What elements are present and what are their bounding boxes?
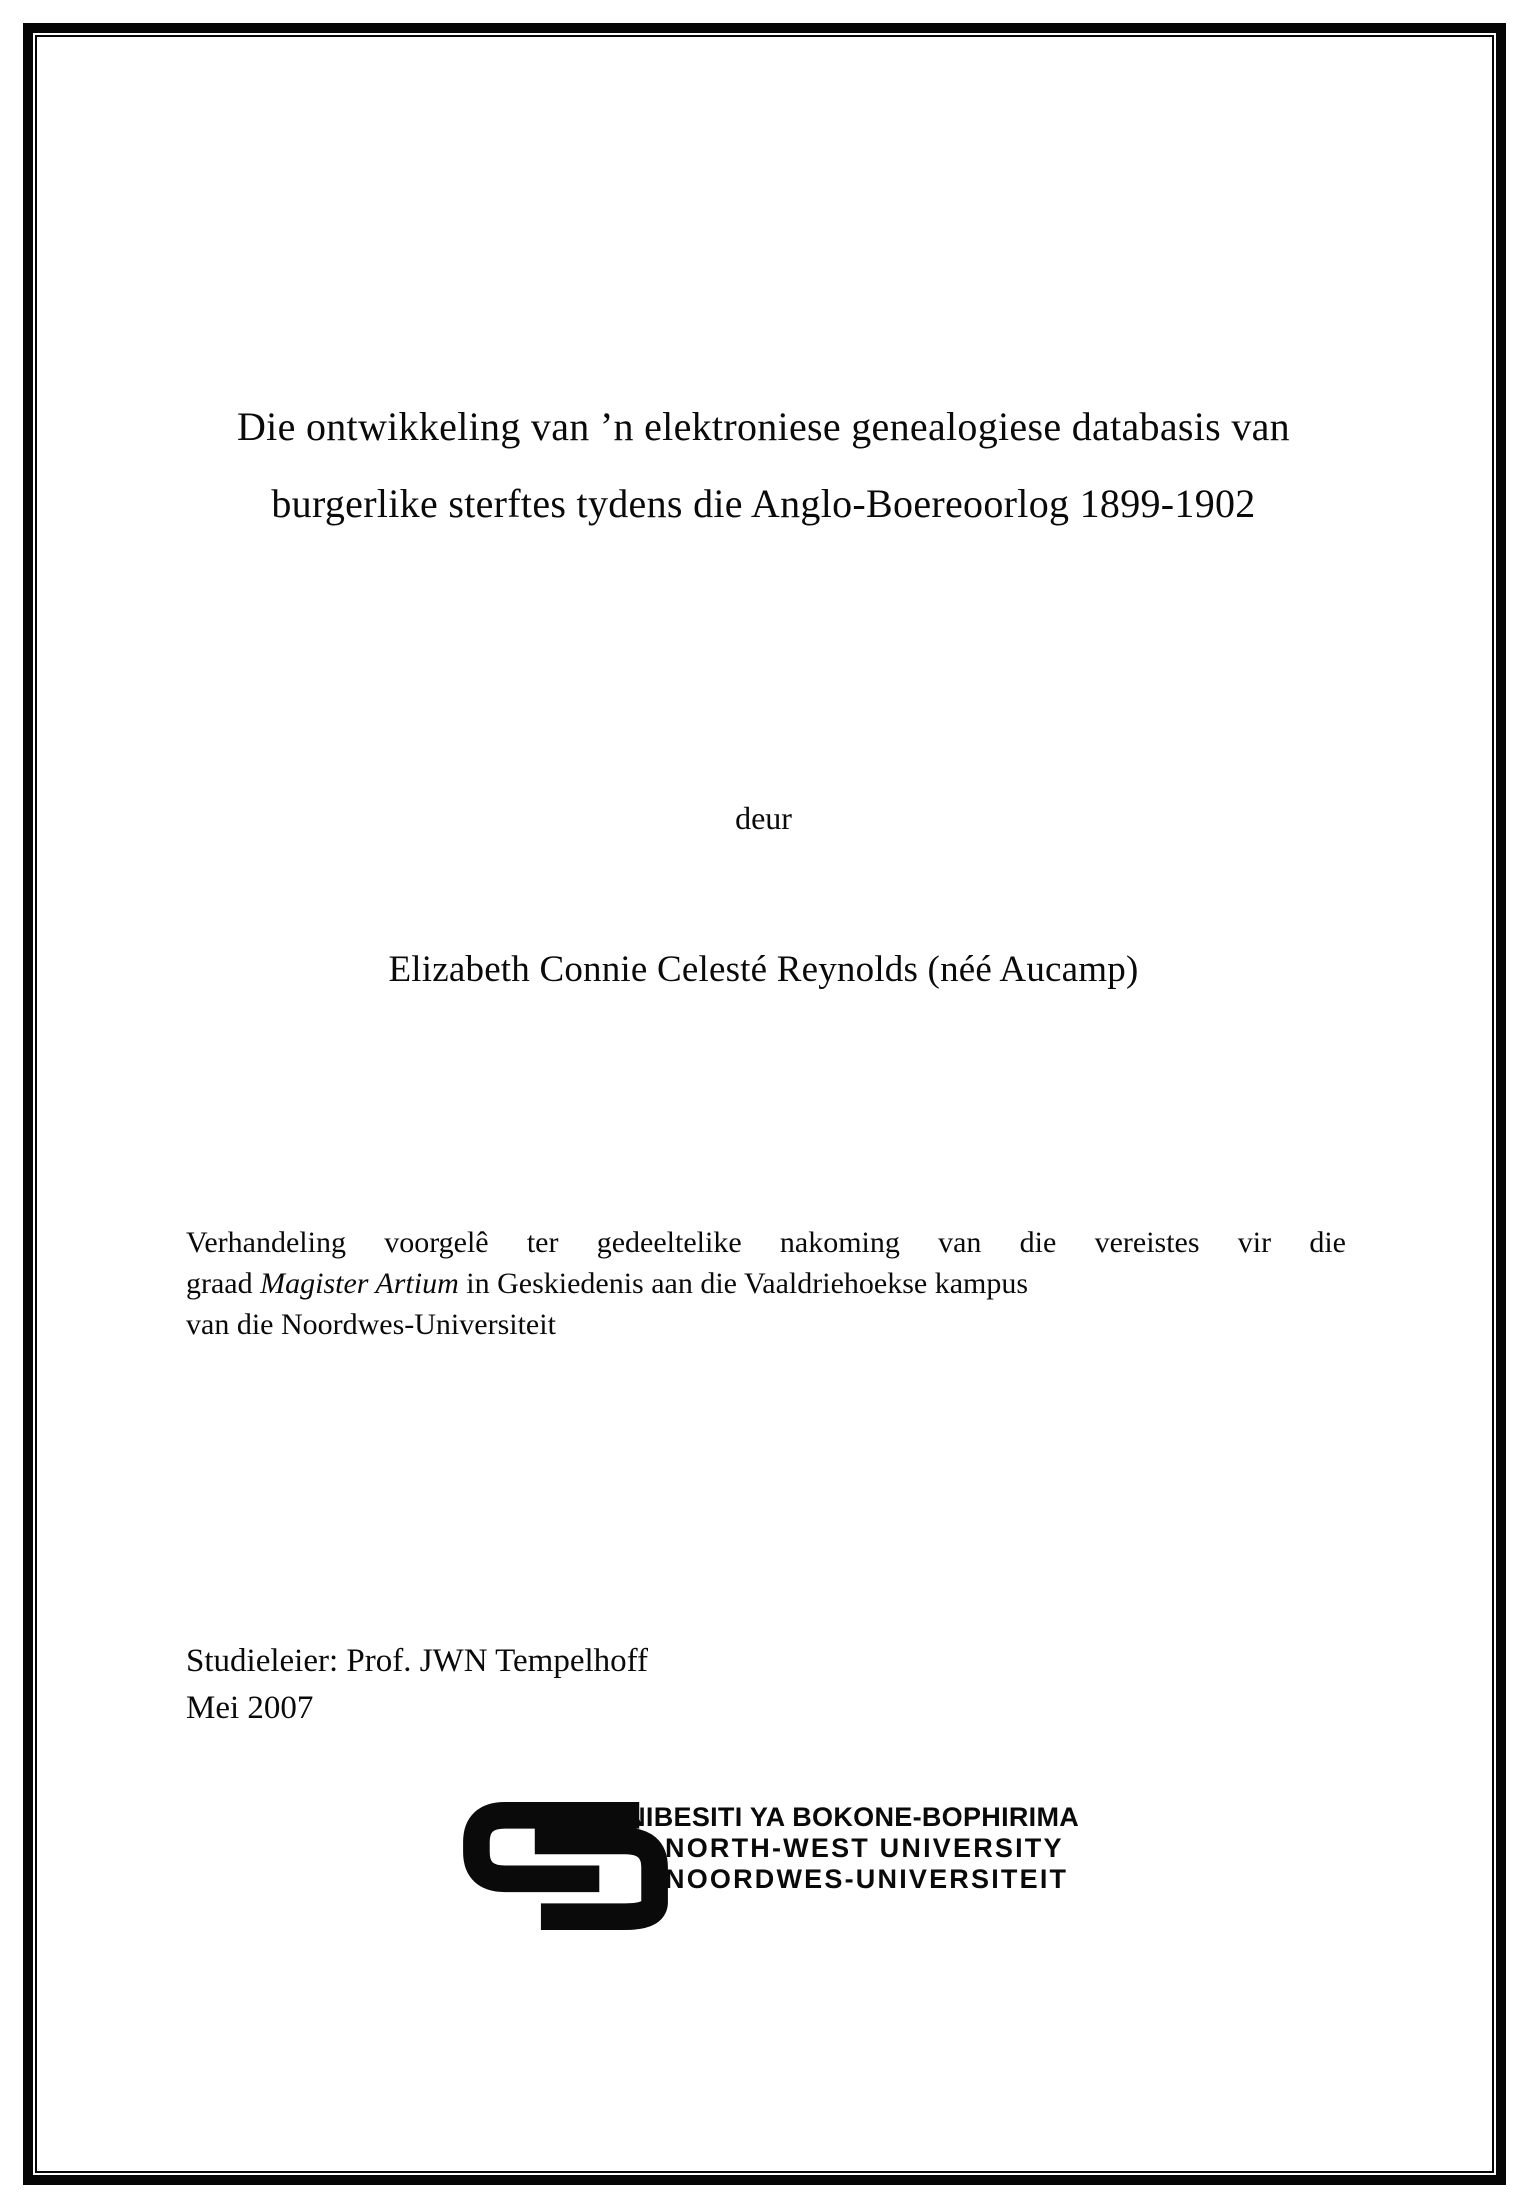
byline-deur: deur: [735, 800, 792, 836]
logo-text-setswana: YUNIBESITI YA BOKONE-BOPHIRIMA: [588, 1802, 1080, 1832]
degree-statement-line2-pre: graad: [186, 1267, 261, 1300]
university-logo-text: [588, 1802, 1079, 1895]
supervisor-line: Studieleier: Prof. JWN Tempelhoff: [186, 1643, 649, 1679]
degree-statement-line2: [186, 1263, 1346, 1304]
date-line: Mei 2007: [186, 1690, 314, 1726]
thesis-title-line1: Die ontwikkeling van ’n elektroniese genealogiese databasis van: [236, 404, 1290, 449]
degree-name-italic: Magister Artium: [260, 1267, 459, 1300]
logo-text-afrikaans: NOORDWES-UNIVERSITEIT: [665, 1864, 1069, 1894]
degree-statement-line3: van die Noordwes-Universiteit: [186, 1308, 556, 1341]
university-logo: [463, 1796, 1103, 1936]
thesis-title-line2: burgerlike sterftes tydens die Anglo-Boereoorlog 1899-1902: [271, 481, 1256, 526]
supervisor-block: [186, 1638, 648, 1732]
author-name: Elizabeth Connie Celesté Reynolds (néé Aucamp): [388, 949, 1139, 990]
logo-text-english: NORTH-WEST UNIVERSITY: [665, 1833, 1064, 1863]
degree-statement-line2-post: in Geskiedenis aan die Vaaldriehoekse kampus: [458, 1267, 1029, 1300]
degree-statement-line1: Verhandeling voorgelê ter gedeeltelike nakoming van die vereistes vir die: [186, 1226, 1346, 1259]
thesis-title: [80, 388, 1447, 542]
degree-statement: [186, 1222, 1346, 1345]
